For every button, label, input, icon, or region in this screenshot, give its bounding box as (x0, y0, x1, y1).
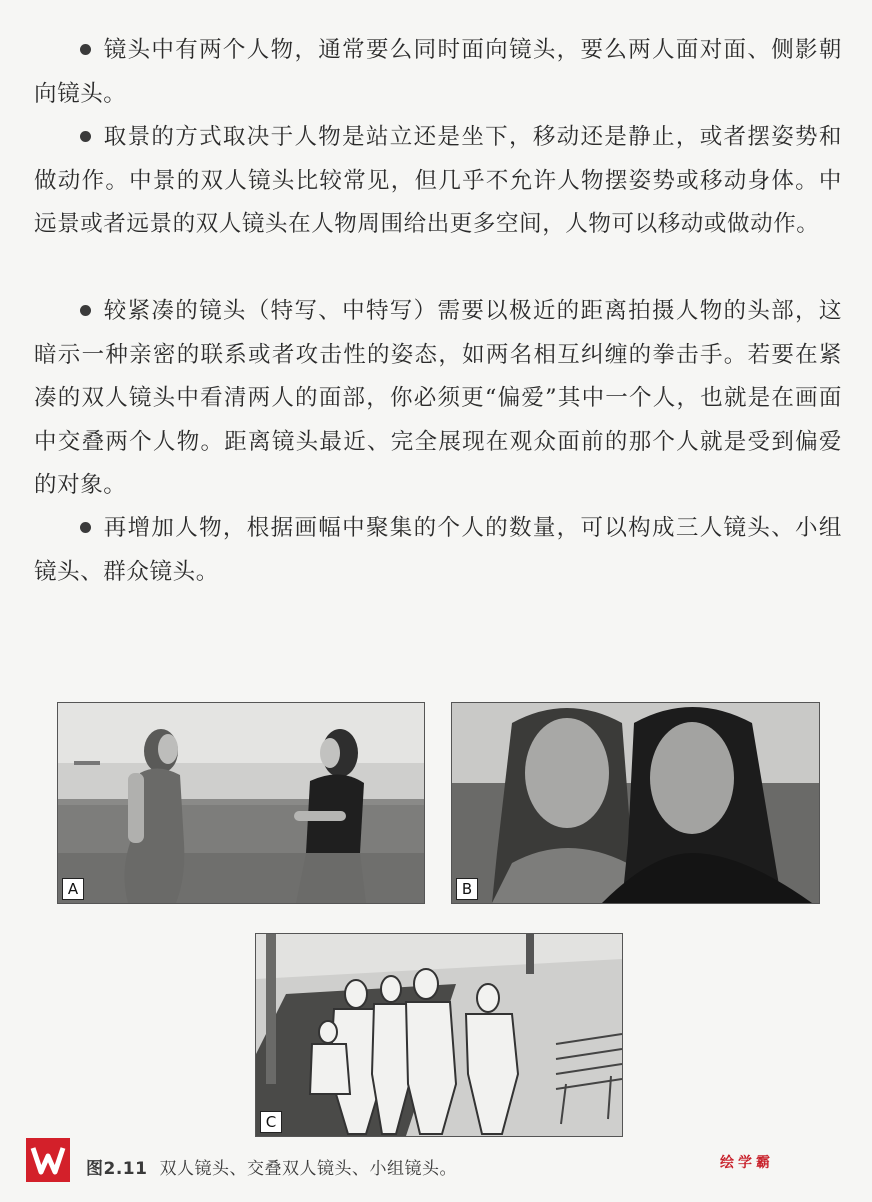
group-shot-sketch (256, 934, 622, 1136)
caption-figure-number: 图2.11 (86, 1159, 148, 1179)
figure-sketch-group-shot (255, 933, 623, 1137)
bullet-icon (80, 522, 91, 533)
bullet-paragraph (34, 290, 842, 508)
publisher-logo (26, 1138, 70, 1182)
bullet-icon (80, 131, 91, 142)
bullet-icon (80, 44, 91, 55)
figure-label: A (62, 878, 84, 900)
figure-caption (86, 1154, 457, 1179)
watermark-text: 绘学霸 (720, 1155, 774, 1171)
paragraph-text: 取景的方式取决于人物是站立还是坐下，移动还是静止，或者摆姿势和做动作。中景的双人镜头比较常见，但几乎不允许人物摆姿势或移动身体。中远景或者远景的双人镜头在人物周围给出更多空间，人物可以移动或做动作。 (34, 124, 842, 237)
caption-text: 双人镜头、交叠双人镜头、小组镜头。 (159, 1159, 457, 1179)
figure-label: B (456, 878, 478, 900)
bullet-paragraph (34, 29, 842, 116)
bullet-paragraph (34, 507, 842, 594)
figure-photo-two-shot (57, 702, 425, 904)
paragraph-text: 镜头中有两个人物，通常要么同时面向镜头，要么两人面对面、侧影朝向镜头。 (34, 37, 842, 107)
w-logo-icon (26, 1138, 70, 1182)
two-shot-image (58, 703, 424, 903)
overlapping-two-shot-image (452, 703, 819, 903)
bullet-paragraph (34, 116, 842, 247)
figure-label: C (260, 1111, 282, 1133)
bullet-icon (80, 305, 91, 316)
paragraph-text: 较紧凑的镜头（特写、中特写）需要以极近的距离拍摄人物的头部，这暗示一种亲密的联系或者攻击性的姿态，如两名相互纠缠的拳击手。若要在紧凑的双人镜头中看清两人的面部，你必须更“偏爱”其中一个人，也就是在画面中交叠两个人物。距离镜头最近、完全展现在观众面前的那个人就是受到偏爱的对象。 (34, 298, 842, 498)
paragraph-text: 再增加人物，根据画幅中聚集的个人的数量，可以构成三人镜头、小组镜头、群众镜头。 (34, 515, 842, 585)
figure-photo-overlapping-two-shot (451, 702, 820, 904)
